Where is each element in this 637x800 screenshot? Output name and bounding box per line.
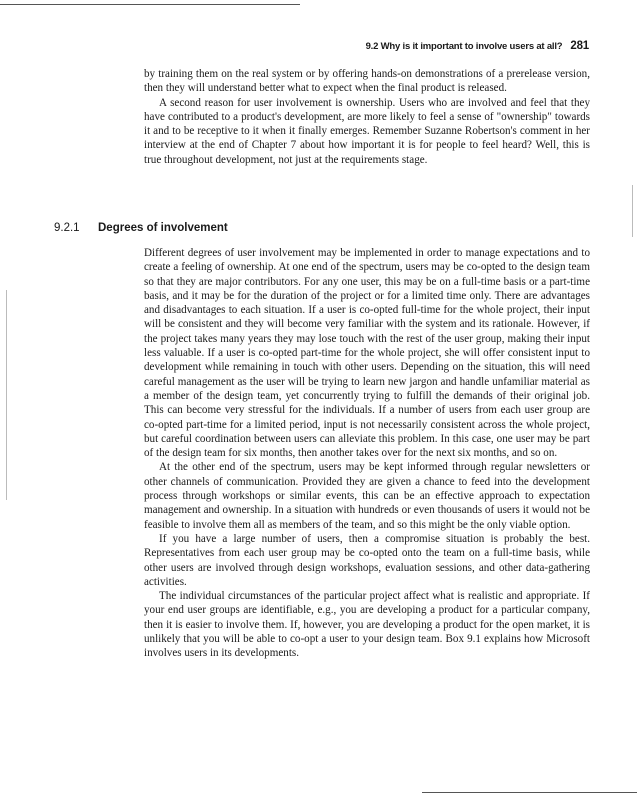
page-number: 281 — [570, 40, 589, 52]
top-rule — [0, 4, 300, 5]
section-heading — [54, 222, 228, 234]
bottom-rule — [422, 792, 637, 793]
paragraph: The individual circumstances of the particular project affect what is realistic and appropriate. If your end user groups are identifiable, e.g., you are developing a product for a particular company, then it is easier to involve them. If, however, you are developing a product for the open market, it is unlikely that you will be able to co-opt a user to your design team. Box 9.1 explains how Microsoft involves users in its developments. — [144, 590, 590, 660]
right-margin-mark — [632, 185, 633, 237]
paragraph: At the other end of the spectrum, users may be kept informed through regular newsletters or other channels of communication. Provided they are given a chance to feed into the development process through workshops or similar events, this can be an effective approach to expectation management and ownership. In a situation with hundreds or even thousands of users it would not be feasible to involve them all as members of the team, and so this might be the only viable option. — [144, 461, 590, 531]
paragraph: Different degrees of user involvement may be implemented in order to manage expectations and to create a feeling of ownership. At one end of the spectrum, users may be co-opted to the design team so that they are major contributors. For any one user, this may be on a full-time basis or a part-time basis, and it may be for the duration of the project or for a limited time only. There are advantages and disadvantages to each situation. If a user is co-opted full-time for the whole project, their input will be consistent and they will become very familiar with the system and its rationale. However, if the project takes many years they may lose touch with the rest of the user group, making their input less valuable. If a user is co-opted part-time for the whole project, she will offer consistent input to development while remaining in touch with other users. Depending on the situation, this will need careful management as the user will be trying to learn new jargon and handle unfamiliar material as a member of the design team, yet concurrently trying to fulfill the demands of their original job. This can become very stressful for the individuals. If a number of users from each user group are co-opted part-time for a limited period, input is not necessarily consistent across the whole project, but careful coordination between users can alleviate this problem. In this case, one user may be part of the design team for six months, then another takes over for the next six months, and so on. — [144, 247, 590, 460]
paragraph: by training them on the real system or by offering hands-on demonstrations of a prerelease version, then they will understand better what to expect when the final product is released. — [144, 68, 590, 95]
running-title: 9.2 Why is it important to involve users at all? — [365, 41, 563, 52]
paragraph: If you have a large number of users, then a compromise situation is probably the best. Representatives from each user group may be co-opted onto the team on a full-time basis, while other users are involved through design workshops, evaluation sessions, and other data-gathering activities. — [144, 532, 590, 588]
section-title: Degrees of involvement — [98, 222, 228, 234]
paragraph: A second reason for user involvement is ownership. Users who are involved and feel that they have contributed to a product's development, are more likely to feel a sense of "ownership" towards it and to be receptive to it when it finally emerges. Remember Suzanne Robertson's comment in her interview at the end of Chapter 7 about how important it is for people to feel heard? Well, this is true throughout development, not just at the requirements stage. — [144, 96, 590, 166]
section-text-block — [144, 246, 590, 661]
running-head — [366, 40, 589, 52]
top-text-block — [144, 67, 590, 167]
left-margin-mark — [6, 290, 7, 500]
section-number: 9.2.1 — [54, 222, 80, 234]
